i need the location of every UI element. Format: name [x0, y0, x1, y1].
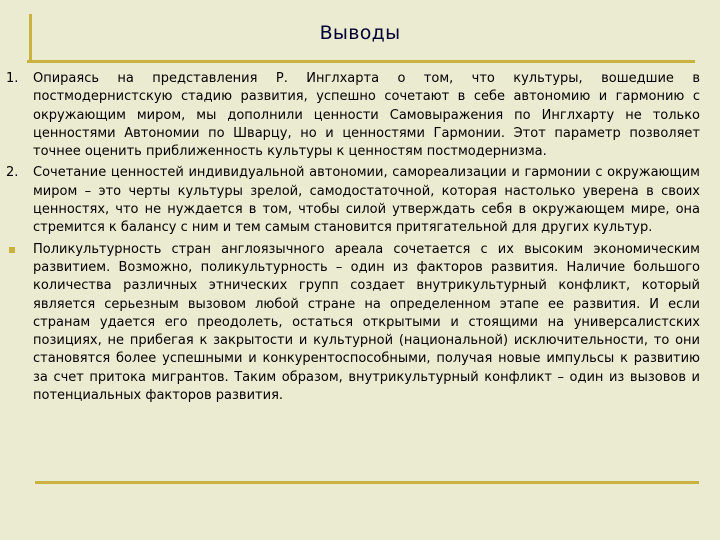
- slide-body: [6, 70, 700, 408]
- list-number: 2.: [6, 165, 19, 181]
- list-item: [6, 241, 700, 406]
- list-item: [6, 164, 700, 237]
- list-item-text: Опираясь на представления Р. Инглхарта о том, что культуры, вошедшие в постмодернистскую стадию развития, успешно сочетают в себе автономию и гармонию с окружающим миром, мы дополнили ценности Самовыражения по Инглхарту не только ценностями Автономии по Шварцу, но и ценностями Гармонии. Этот параметр позволяет точнее оценить приближенность культуры к ценностям постмодернизма.: [33, 71, 700, 160]
- list-item: [6, 70, 700, 161]
- decorative-top-rule: [27, 60, 695, 63]
- list-item-text: Сочетание ценностей индивидуальной автономии, самореализации и гармонии с окружающим миром – это черты культуры зрелой, самодостаточной, которая настолько уверена в своих ценностях, что не нуждается в том, чтобы силой утверждать себя в окружающем мире, она стремится к балансу с ним и тем самым становится притягательной для других культур.: [33, 165, 700, 236]
- slide-title: Выводы: [319, 22, 401, 44]
- decorative-bottom-rule: [35, 481, 699, 484]
- list-item-text: Поликультурность стран англоязычного ареала сочетается с их высоким экономическим развитием. Возможно, поликультурность – один из факторов развития. Наличие большого количества различных этнических групп создает внутрикультурный конфликт, который является серьезным вызовом любой стране на определенном этапе ее развития. И если странам удается его преодолеть, остаться открытыми и стоящими на универсалистских позициях, не прибегая к закрытости и культурной (национальной) исключительности, то они становятся более успешными и конкурентоспособными, получая новые импульсы к развитию за счет притока мигрантов. Таким образом, внутрикультурный конфликт – один из вызовов и потенциальных факторов развития.: [33, 241, 700, 404]
- square-bullet-icon: [9, 247, 15, 253]
- list-number: 1.: [6, 71, 19, 86]
